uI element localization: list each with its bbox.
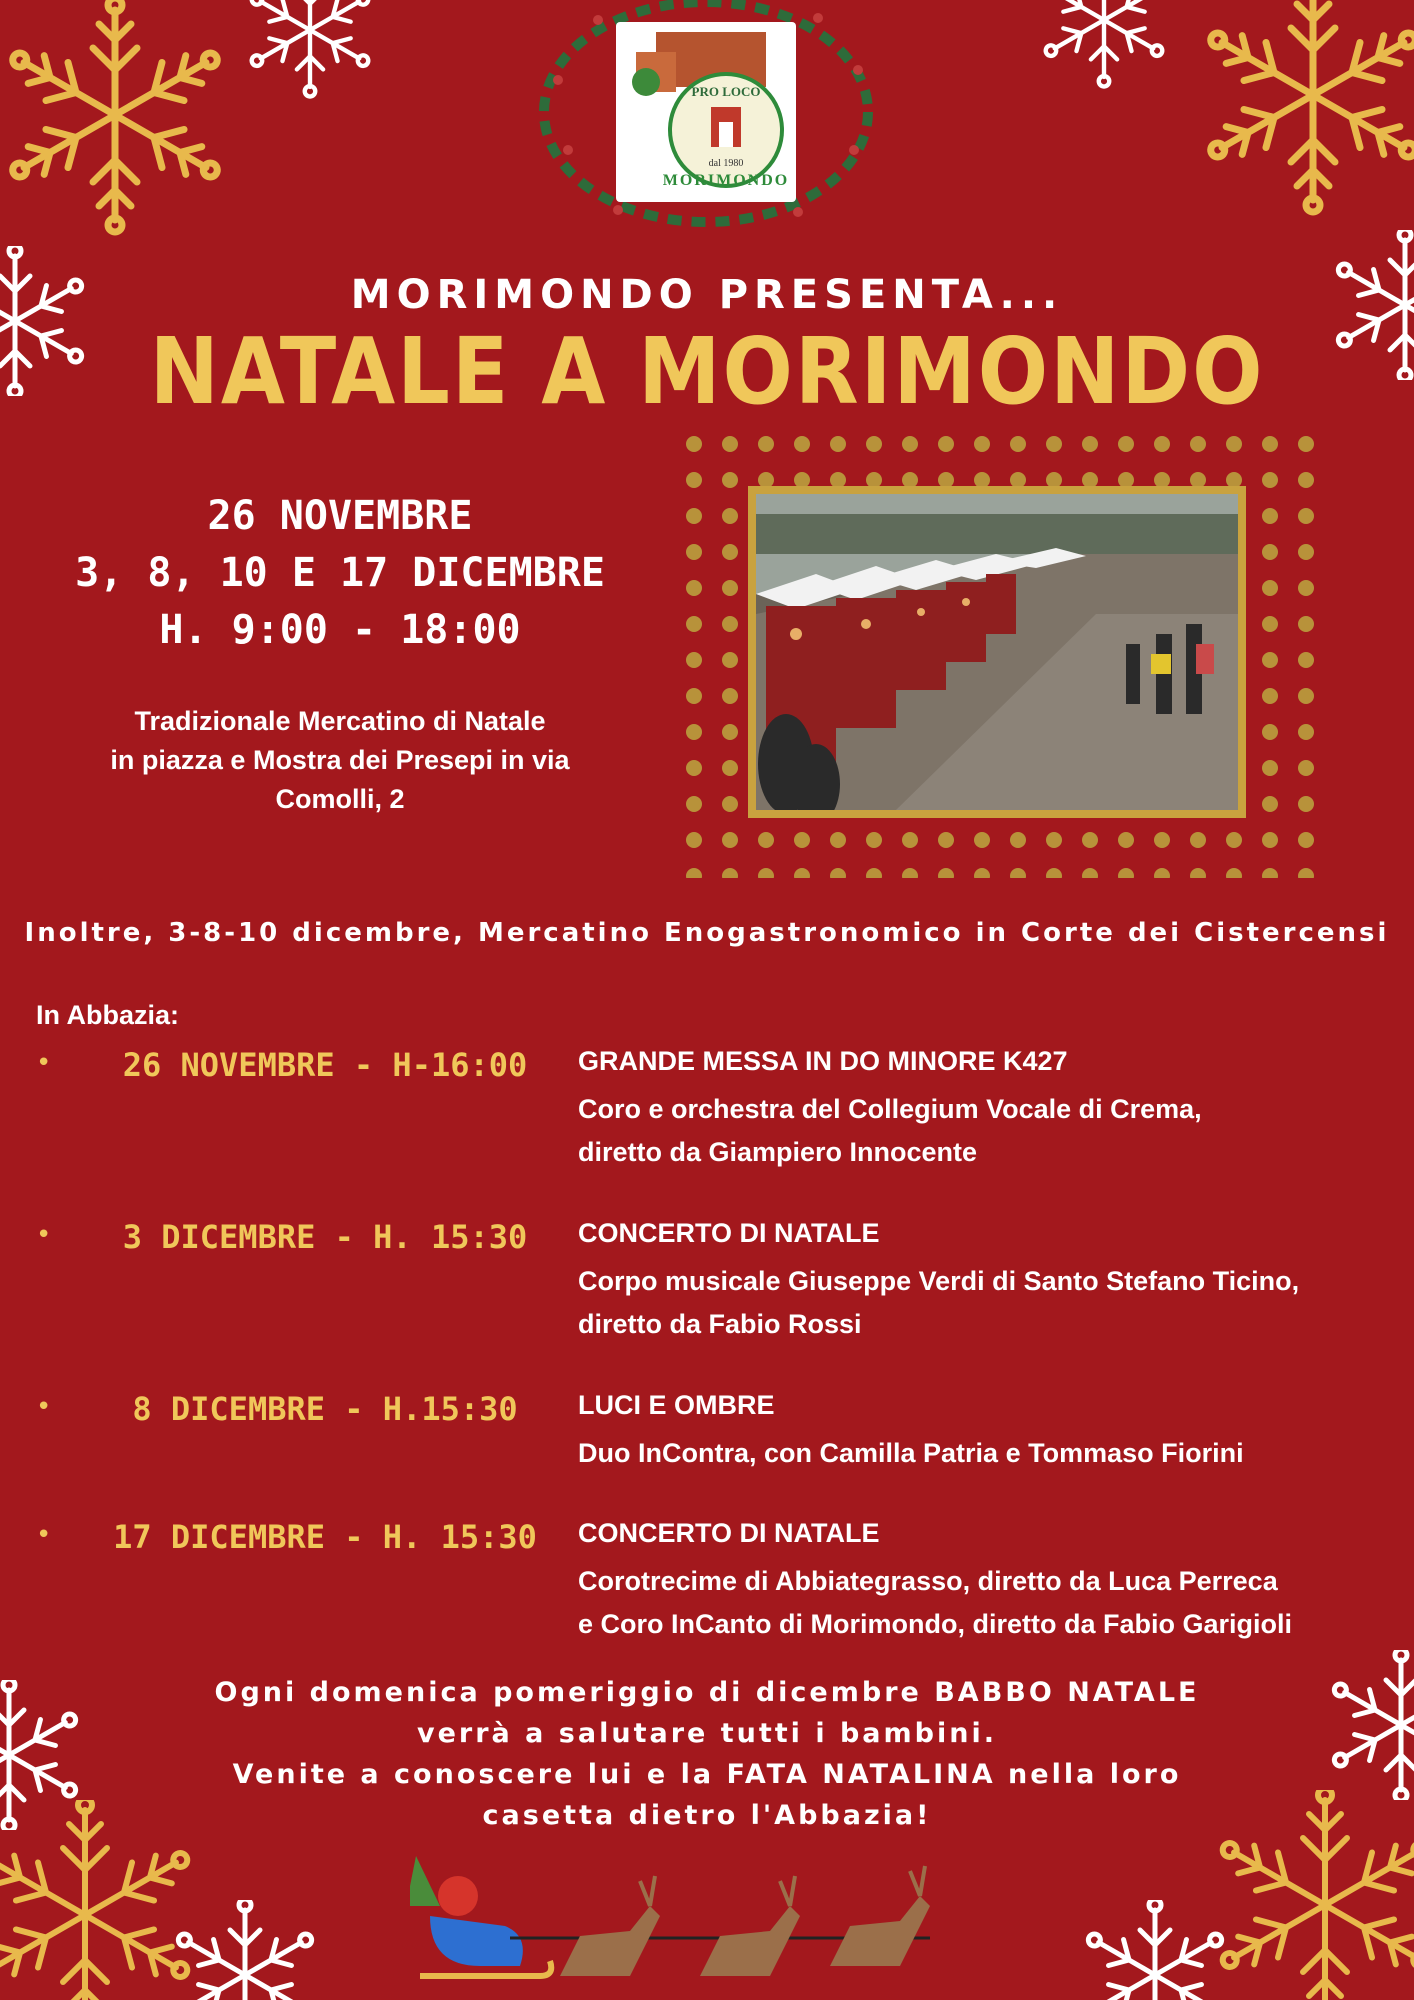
snowflake-icon-white-top-right bbox=[1024, 0, 1184, 90]
snowflake-icon-white-bottom-center-right bbox=[1080, 1900, 1230, 2000]
abbazia-label: In Abbazia: bbox=[36, 1000, 180, 1030]
event-when: 8 DICEMBRE - H.15:30 bbox=[132, 1390, 518, 1428]
footer-line-1: Ogni domenica pomeriggio di dicembre BABBO NATALE bbox=[214, 1677, 1200, 1708]
market-line-3: Comolli, 2 bbox=[275, 784, 405, 814]
event-description bbox=[578, 1260, 1398, 1346]
logo-bottom-text: MORIMONDO bbox=[662, 172, 790, 189]
market-line-1: Tradizionale Mercatino di Natale bbox=[134, 706, 546, 736]
event-title: CONCERTO DI NATALE bbox=[578, 1218, 880, 1248]
event-desc-line-2: e Coro InCanto di Morimondo, diretto da Fabio Garigioli bbox=[578, 1609, 1292, 1639]
dates-line-1: 26 NOVEMBRE bbox=[207, 493, 473, 539]
event-desc-line-2: diretto da Fabio Rossi bbox=[578, 1309, 862, 1339]
event-desc-line-2: diretto da Giampiero Innocente bbox=[578, 1137, 978, 1167]
snowflake-icon-gold-top-left bbox=[0, 0, 240, 240]
market-line-2: in piazza e Mostra dei Presepi in via bbox=[110, 745, 570, 775]
event-desc-line-1: Corotrecime di Abbiategrasso, diretto da Luca Perreca bbox=[578, 1566, 1278, 1596]
event-title: CONCERTO DI NATALE bbox=[578, 1518, 880, 1548]
logo-badge bbox=[616, 22, 796, 202]
snowflake-icon-white-top bbox=[230, 0, 390, 100]
event-when: 3 DICEMBRE - H. 15:30 bbox=[122, 1218, 528, 1256]
dates-line-2: 3, 8, 10 E 17 DICEMBRE bbox=[75, 550, 605, 596]
event-desc-line-1: Duo InContra, con Camilla Patria e Tommaso Fiorini bbox=[578, 1438, 1244, 1468]
event-description bbox=[578, 1560, 1398, 1646]
event-description bbox=[578, 1088, 1398, 1174]
footer-line-3: Venite a conoscere lui e la FATA NATALINA nella loro bbox=[232, 1759, 1182, 1790]
footer-line-4: casetta dietro l'Abbazia! bbox=[482, 1800, 932, 1831]
logo-since-text: dal 1980 bbox=[708, 158, 744, 169]
sleigh-illustration bbox=[410, 1836, 970, 2000]
bullet-icon: • bbox=[36, 1520, 52, 1550]
event-desc-line-1: Coro e orchestra del Collegium Vocale di Crema, bbox=[578, 1094, 1202, 1124]
bullet-icon: • bbox=[36, 1392, 52, 1422]
footer-line-2: verrà a salutare tutti i bambini. bbox=[417, 1718, 997, 1749]
header-subtitle: MORIMONDO PRESENTA... bbox=[350, 272, 1064, 318]
snowflake-icon-gold-top-right bbox=[1188, 0, 1414, 220]
market-dates bbox=[60, 488, 620, 659]
market-description bbox=[60, 702, 620, 819]
reindeer-icon bbox=[560, 1866, 930, 1976]
event-title: GRANDE MESSA IN DO MINORE K427 bbox=[578, 1046, 1068, 1076]
event-title: LUCI E OMBRE bbox=[578, 1390, 775, 1420]
santa-message bbox=[140, 1672, 1274, 1836]
extra-market-info: Inoltre, 3-8-10 dicembre, Mercatino Enogastronomico in Corte dei Cistercensi bbox=[24, 918, 1390, 948]
page-title: NATALE A MORIMONDO bbox=[149, 318, 1265, 425]
event-description bbox=[578, 1432, 1398, 1475]
logo-top-text: PRO LOCO bbox=[691, 84, 761, 99]
snowflake-icon-white-bottom bbox=[170, 1900, 320, 2000]
bullet-icon: • bbox=[36, 1220, 52, 1250]
snowflake-icon-white-bottom-right bbox=[1326, 1650, 1414, 1800]
logo bbox=[528, 0, 884, 236]
event-desc-line-1: Corpo musicale Giuseppe Verdi di Santo Stefano Ticino, bbox=[578, 1266, 1300, 1296]
event-when: 26 NOVEMBRE - H-16:00 bbox=[122, 1046, 528, 1084]
bullet-icon: • bbox=[36, 1048, 52, 1078]
dates-line-3: H. 9:00 - 18:00 bbox=[159, 607, 521, 653]
market-photo bbox=[748, 486, 1246, 818]
event-when: 17 DICEMBRE - H. 15:30 bbox=[113, 1518, 537, 1556]
market-photo-frame bbox=[676, 426, 1316, 878]
